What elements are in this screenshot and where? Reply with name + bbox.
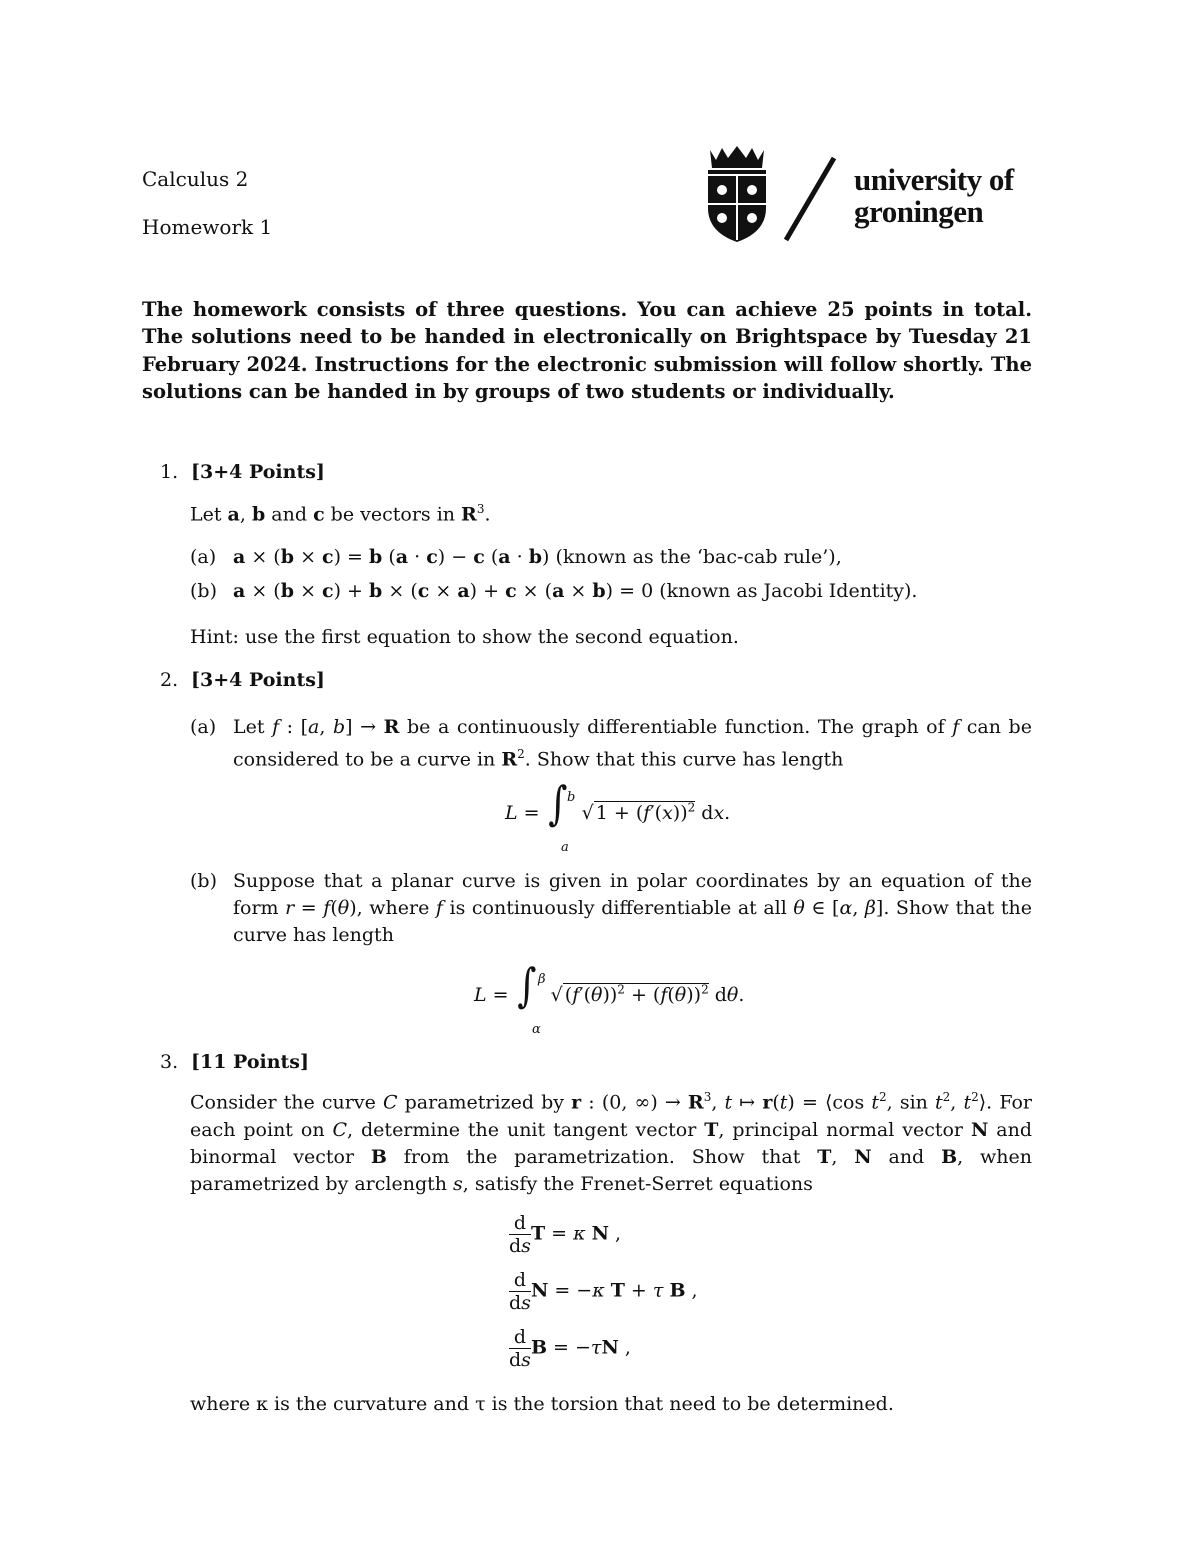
document-page: Calculus 2 Homework 1 university of groningen The homework consists of three questions. You can achieve 25 points in total. The solutions need to be handed in electronically on Brightspace by Tuesday 21 February 2024. Instructions for the electronic submission will follow shortly. The solutions can be handed in by groups of two students or individually. 1. [3+4 Points] Let a, b and c be vectors in $R^3$. (a) a × (b × c) = b (a · c) − c (a · b) (known as the ‘bac-cab rule’), (b) a × (b × c) + b × (c × a) + c × (a × b) = 0 (known as Jacobi Identity). Hint: use the first equation to show the second equation. 2. [3+4 Points] (a) Let f : [a, b] → R be a continuously differentiable function. The graph of f can be considered to be a curve in $R^2$. Show that this curve has length L = ∫ b a √ $1 + (f'(x))^2$ dx. (b) Suppose that a planar curve is given in polar coordinates by an equation of the form r = f(θ), where f is continuously differentiable at all θ ∈ [α, β]. Show that the curve has length L = ∫ β α √ $(f'(\theta))^2 + (f(\theta))^2$ dθ. 3. [11 Points] Consider the curve C parametrized by r : (0, ∞) → $R^3$, t ↦ r(t) = ⟨cos $t^2$, $\sin t^2$, $t^2⟩$. For each point on C, determine the unit tangent vector T, principal normal vector N and binormal vector B from the parametrization. Show that T, N and B, when parametrized by arclength s, satisfy the Frenet-Serret equations $\frac{d}{ds}$ T = κ N , $\frac{d}{ds}$ N = −κ T + τ B , $\frac{d}{ds}$ B = −τN , where κ is the curvature and τ is the torsion that need to be determined.	[0, 0, 1200, 1553]
equation-arclength-polar: L = ∫ β α √ $(f'(\theta))^2 + (f(\theta))^2$ dθ.	[474, 958, 745, 1037]
homework-title: Homework 1	[142, 215, 273, 239]
question-points: [3+4 Points]	[191, 461, 325, 483]
question-number: 2.	[160, 669, 179, 691]
question-3-closing: where κ is the curvature and τ is the torsion that need to be determined.	[190, 1393, 894, 1415]
question-1-statement: Let a, b and c be vectors in $R^3$.	[190, 502, 491, 526]
slash-divider	[780, 154, 840, 244]
question-points: [3+4 Points]	[191, 669, 325, 691]
frenet-equation-T: $\frac{d}{ds}$ T = κ N ,	[509, 1212, 622, 1257]
equation-arclength-graph: L = ∫ b a √ $1 + (f'(x))^2$ dx.	[505, 776, 731, 855]
logo-wordmark	[854, 164, 1014, 228]
logo-line-1: university of	[854, 162, 1014, 197]
frenet-equation-B: $\frac{d}{ds}$ B = −τN ,	[509, 1326, 631, 1371]
question-points: [11 Points]	[191, 1051, 309, 1073]
question-number: 1.	[160, 461, 179, 483]
frenet-equation-N: $\frac{d}{ds}$ N = −κ T + τ B ,	[509, 1269, 698, 1314]
question-number: 3.	[160, 1051, 179, 1073]
question-1-hint: Hint: use the first equation to show the second equation.	[190, 626, 739, 648]
crest-icon	[702, 146, 772, 246]
university-logo	[702, 146, 1062, 246]
intro-paragraph: The homework consists of three questions. You can achieve 25 points in total. The solutions need to be handed in electronically on Brightspace by Tuesday 21 February 2024. Instructions for the electronic submission will follow shortly. The solutions can be handed in by groups of two students or individually.	[142, 298, 1032, 403]
course-title: Calculus 2	[142, 167, 249, 191]
question-3-statement: Consider the curve C parametrized by r : (0, ∞) → $R^3$, t ↦ r(t) = ⟨cos $t^2$, $\sin t^2$, $t^2⟩$. For each point on C, determine the unit tangent vector T, principal normal vector N and binormal vector B from the parametrization. Show that T, N and B, when parametrized by arclength s, satisfy the Frenet-Serret equations	[190, 1090, 1032, 1196]
logo-line-2: groningen	[854, 194, 984, 229]
